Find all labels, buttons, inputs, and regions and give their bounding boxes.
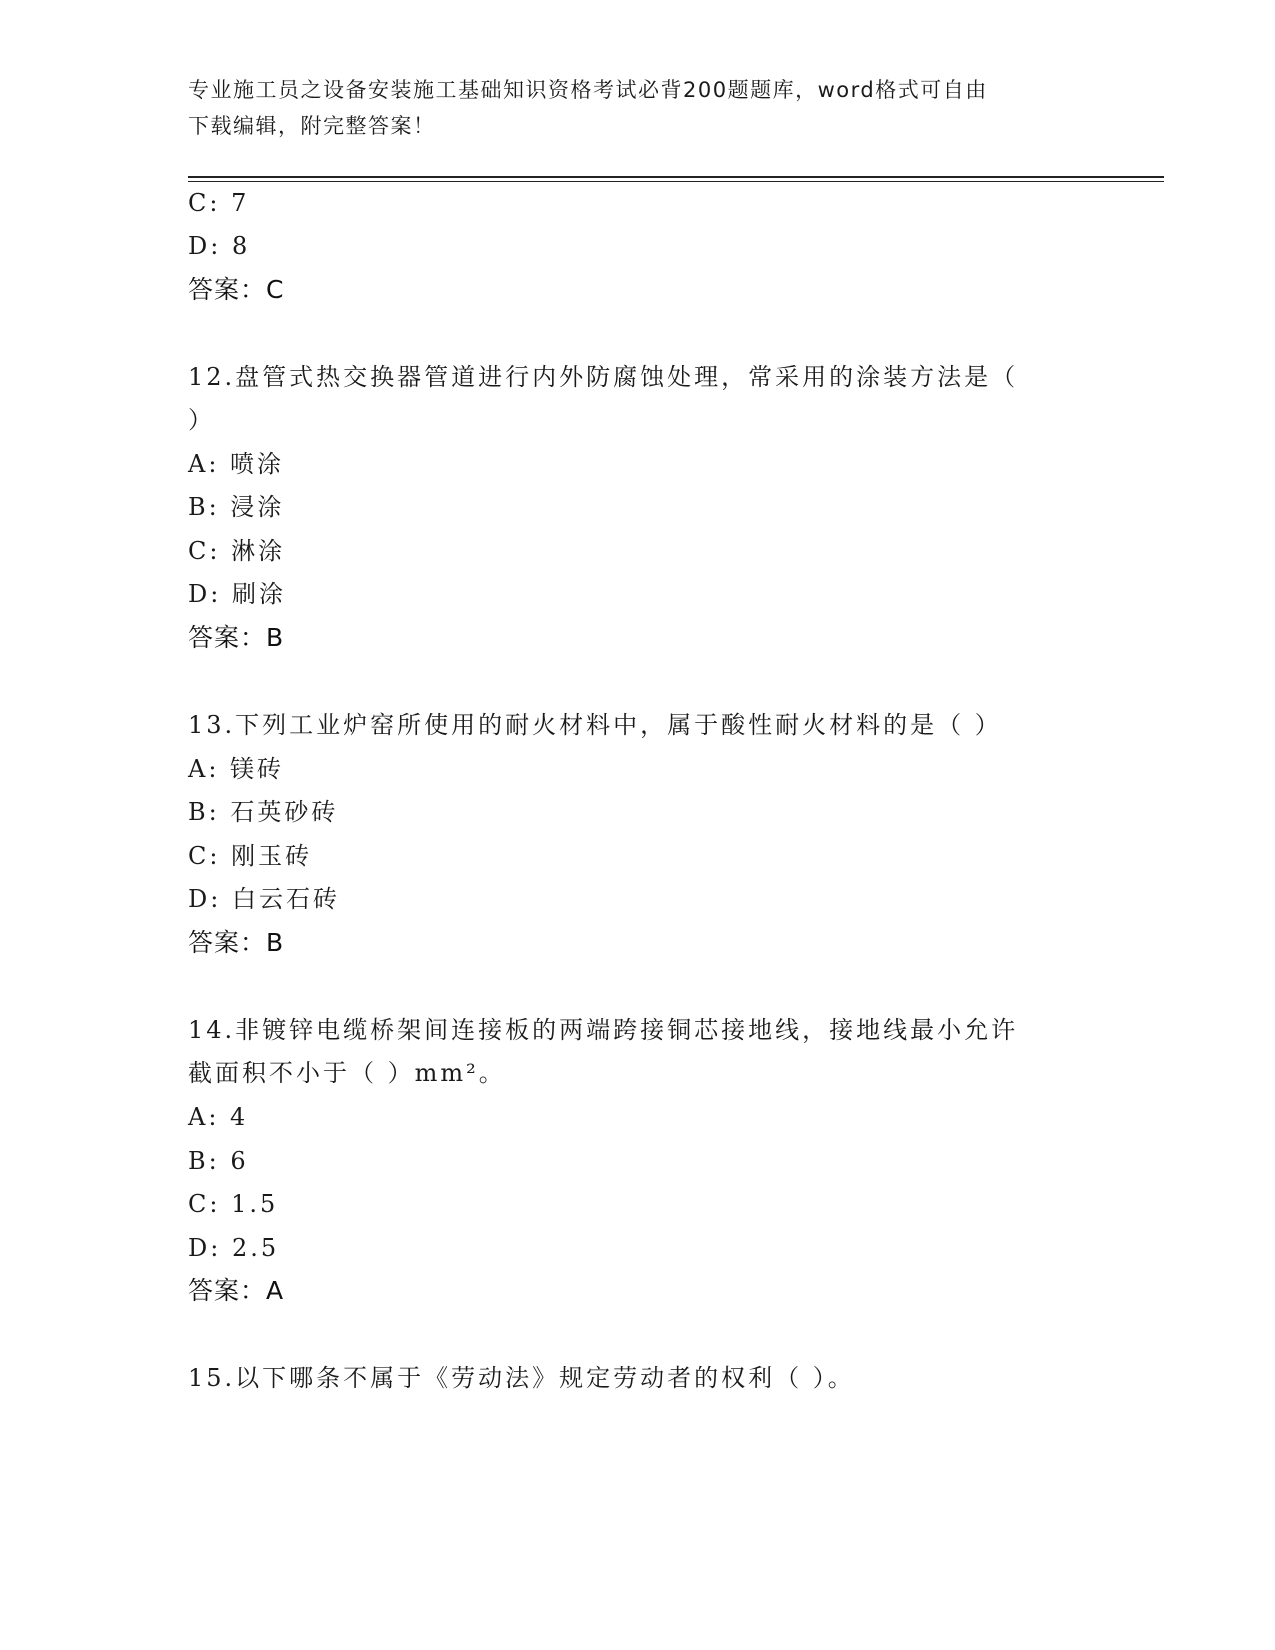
q14-option-d: D: 2.5: [188, 1234, 280, 1262]
q14-stem-line-2: 截面积不小于（ ）mm²。: [188, 1059, 506, 1087]
q14-option-b: B: 6: [188, 1147, 249, 1175]
q13-option-b: B: 石英砂砖: [188, 798, 339, 826]
q13-option-d: D: 白云石砖: [188, 885, 340, 913]
q12-option-b: B: 浸涂: [188, 493, 285, 521]
q12-option-a: A: 喷涂: [188, 450, 285, 478]
header-divider-thick: [188, 176, 1164, 178]
q13-option-c: C: 刚玉砖: [188, 842, 313, 870]
q15-stem-line-1: 15.以下哪条不属于《劳动法》规定劳动者的权利（ ）。: [188, 1364, 855, 1392]
q14-stem-line-1: 14.非镀锌电缆桥架间连接板的两端跨接铜芯接地线，接地线最小允许: [188, 1016, 1019, 1044]
q11-answer: 答案：C: [188, 275, 285, 304]
header-line-2: 下载编辑，附完整答案！: [188, 114, 436, 138]
q12-stem-line-1: 12.盘管式热交换器管道进行内外防腐蚀处理，常采用的涂装方法是（: [188, 363, 1019, 391]
q12-stem-line-2: ）: [188, 406, 215, 434]
q13-option-a: A: 镁砖: [188, 755, 285, 783]
document-header: [188, 72, 1088, 144]
q14-option-a: A: 4: [188, 1103, 249, 1131]
q12-option-c: C: 淋涂: [188, 537, 286, 565]
q14-option-c: C: 1.5: [188, 1190, 279, 1218]
q11-option-d: D: 8: [188, 232, 251, 260]
q13-answer: 答案：B: [188, 928, 285, 957]
q11-option-c: C: 7: [188, 189, 250, 217]
header-divider-thin: [188, 181, 1164, 182]
q12-answer: 答案：B: [188, 623, 285, 652]
header-line-1: 专业施工员之设备安装施工基础知识资格考试必背200题题库，word格式可自由: [188, 78, 988, 102]
q13-stem-line-1: 13.下列工业炉窑所使用的耐火材料中，属于酸性耐火材料的是（ ）: [188, 711, 1002, 739]
q14-answer: 答案：A: [188, 1276, 285, 1305]
q12-option-d: D: 刷涂: [188, 580, 286, 608]
